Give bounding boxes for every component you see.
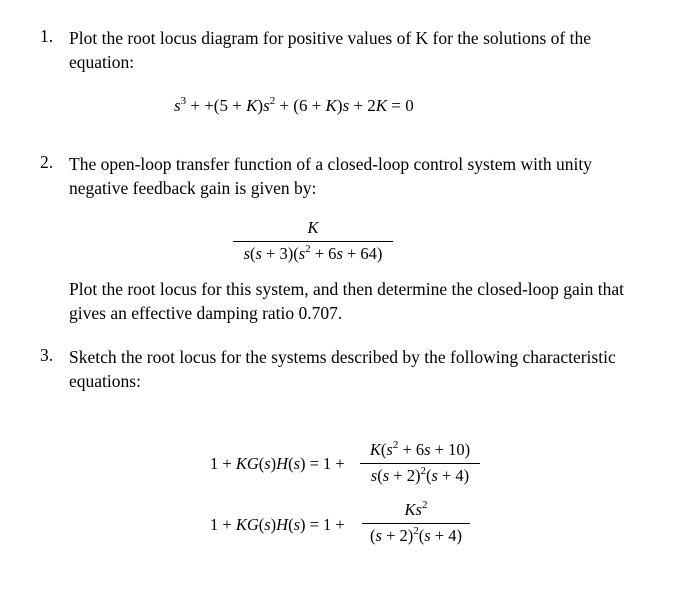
problem-3-eq2-lhs: 1 + KG(s)H(s) = 1 + (210, 515, 345, 534)
problem-2-transfer-function (233, 218, 393, 264)
problem-1-equation: $s^3 + +(5 + K)s^2 + (6 + K)s + 2K = 0$ (174, 95, 414, 115)
problem-3-eq1-denominator: $s(s + 2)^2(s + 4)$ (370, 465, 470, 485)
fraction-bar (360, 463, 480, 464)
problem-2-intro: The open-loop transfer function of a closed-loop control system with unity negative feedback gain is given by: (69, 154, 592, 198)
problem-1-number: 1. (40, 26, 54, 46)
problem-2-task: Plot the root locus for this system, and then determine the closed-loop gain that gives an effective damping ratio 0.707. (69, 279, 625, 323)
fraction-bar (362, 523, 470, 524)
problem-2-tf-numerator: K (307, 218, 319, 237)
problem-2-number: 2. (40, 152, 54, 172)
problem-3-eq2-fraction (362, 500, 470, 546)
problem-3-number: 3. (40, 345, 54, 365)
problem-3-eq2-denominator: $(s + 2)^2(s + 4)$ (370, 525, 462, 545)
problem-3-eq1-numerator: $K(s^2 + 6s + 10)$ (369, 439, 471, 459)
fraction-bar (233, 241, 393, 242)
problem-2-tf-denominator: $s(s + 3)(s^2 + 6s + 64)$ (243, 243, 383, 263)
problem-3-text: Sketch the root locus for the systems described by the following characteristic equations: (69, 347, 616, 391)
problem-3-eq2-numerator: Ks$^2$ (404, 499, 428, 519)
problem-3-eq1-fraction (360, 440, 480, 486)
problem-3-eq1-lhs: 1 + KG(s)H(s) = 1 + (210, 454, 345, 473)
problem-1-text: Plot the root locus diagram for positive values of K for the solutions of the equation: (69, 28, 591, 72)
